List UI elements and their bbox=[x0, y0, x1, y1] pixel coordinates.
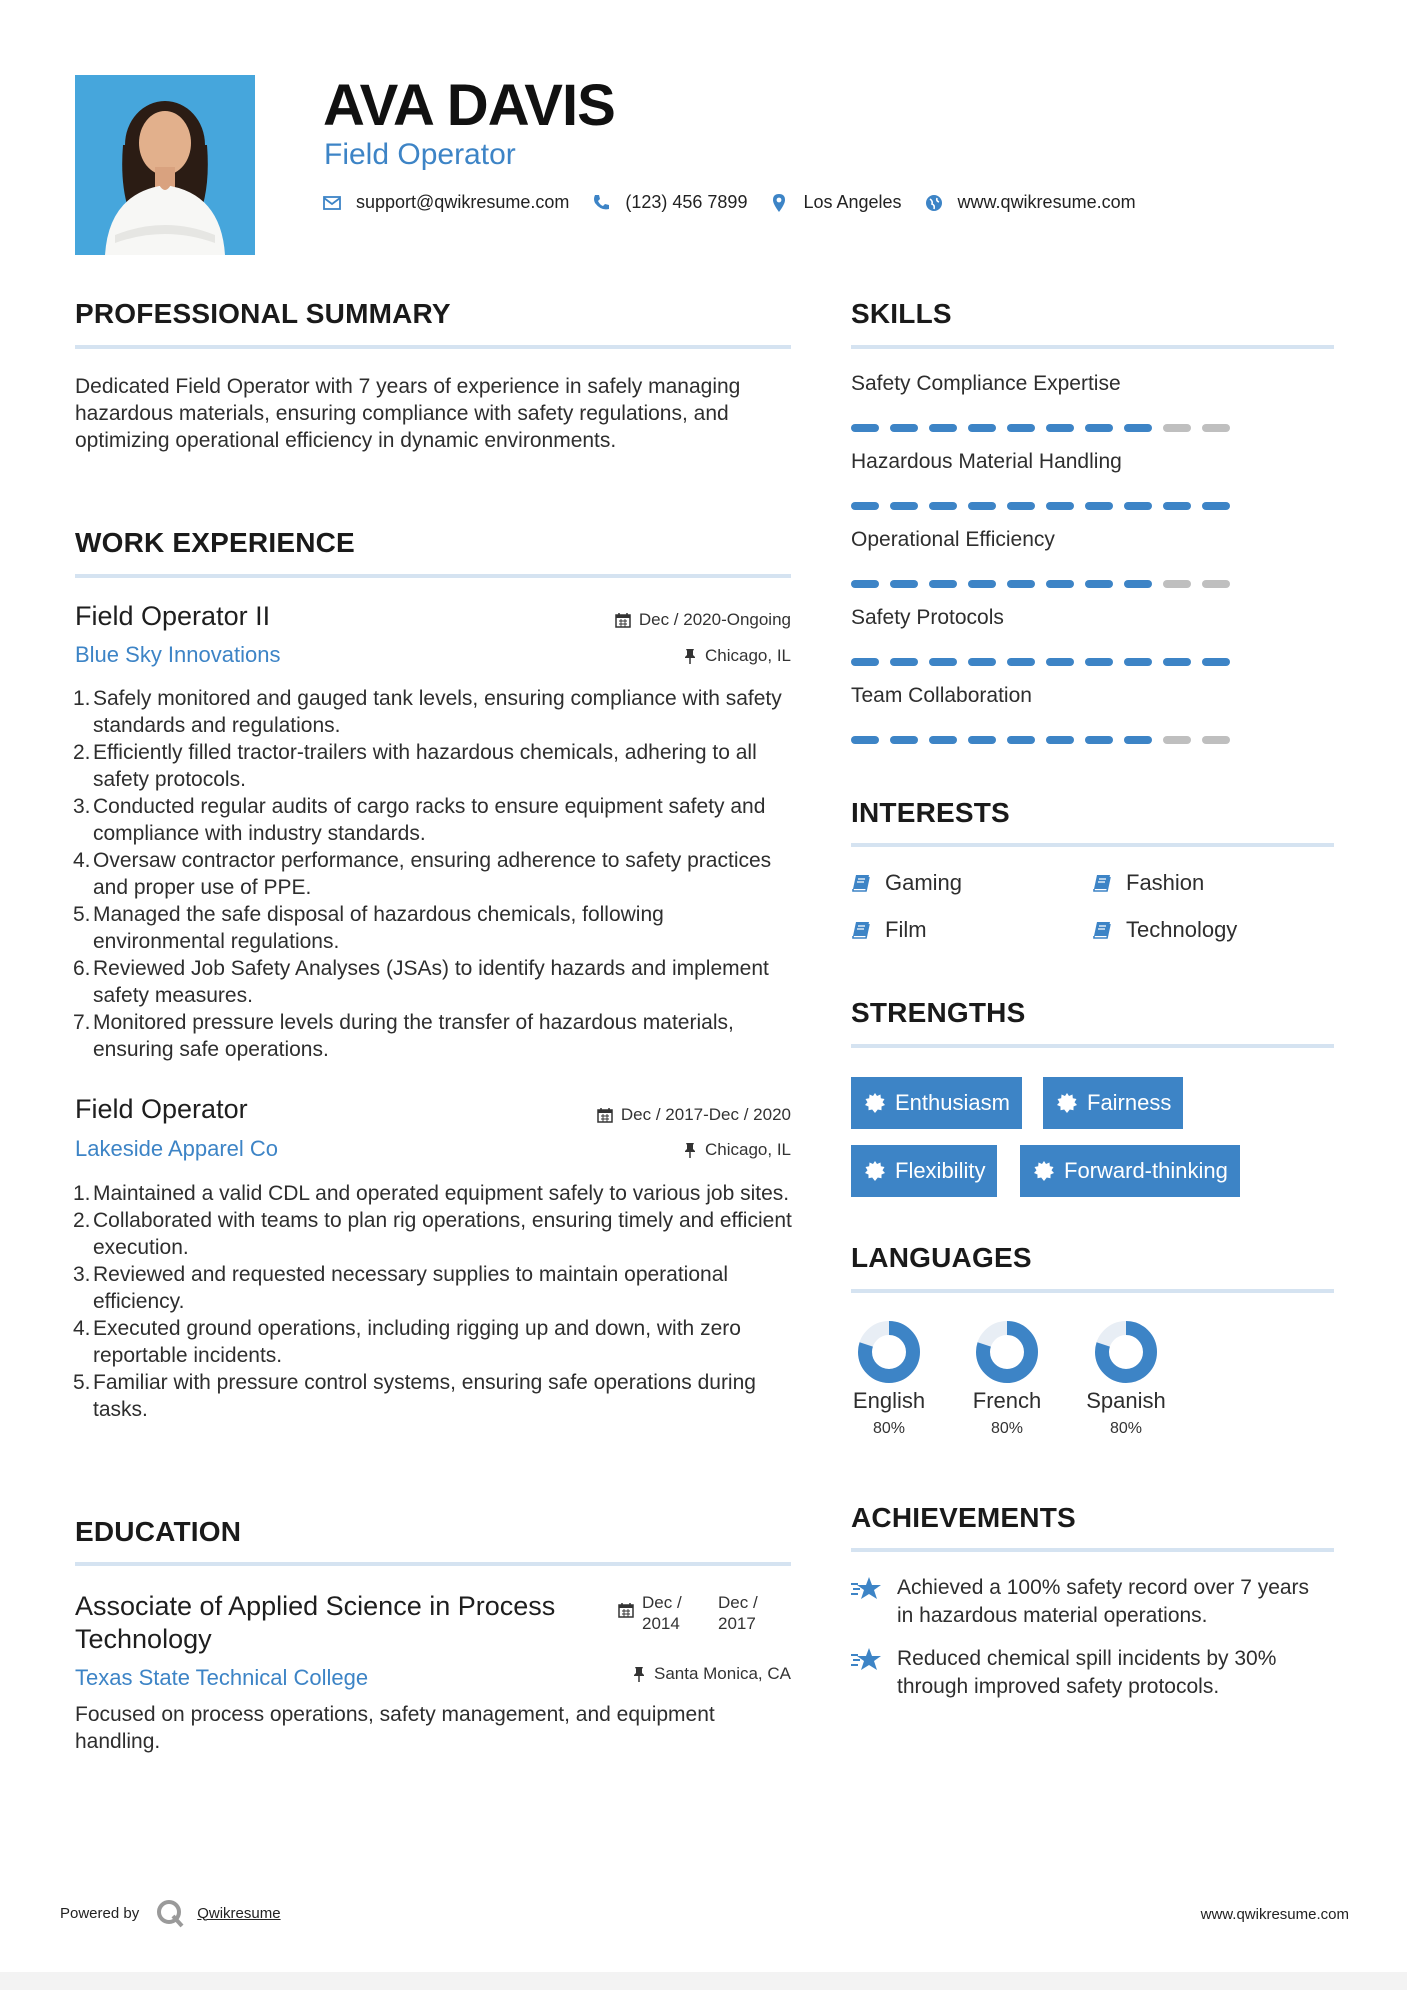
email-text: support@qwikresume.com bbox=[356, 192, 570, 212]
skill-level-bar bbox=[851, 736, 1241, 744]
strengths-divider bbox=[851, 1044, 1334, 1048]
skill-level-segment bbox=[1163, 424, 1191, 432]
bullet-text: Safely monitored and gauged tank levels, ensuring compliance with safety standards and regulations. bbox=[93, 687, 782, 737]
bullet-text: Oversaw contractor performance, ensuring adherence to safety practices and proper use of PPE. bbox=[93, 849, 772, 899]
list-item: 5. Managed the safe disposal of hazardous chemicals, following environmental regulations. bbox=[73, 903, 664, 953]
list-item: 3. Reviewed and requested necessary supplies to maintain operational efficiency. bbox=[73, 1263, 729, 1313]
education-start: Dec / 2014 bbox=[642, 1593, 682, 1633]
skills-heading: SKILLS bbox=[851, 298, 952, 329]
skill-level-segment bbox=[929, 580, 957, 588]
achievement-item bbox=[851, 1645, 1331, 1701]
skill-level-segment bbox=[851, 580, 879, 588]
skill-label: Safety Compliance Expertise bbox=[851, 372, 1121, 395]
job-dates bbox=[615, 610, 791, 630]
job-location bbox=[683, 646, 791, 666]
skill-level-segment bbox=[1007, 424, 1035, 432]
job-dates-text: Dec / 2017-Dec / 2020 bbox=[620, 1105, 791, 1124]
list-item: 4. Oversaw contractor performance, ensuring adherence to safety practices and proper use of PPE. bbox=[73, 849, 772, 899]
skill-level-segment bbox=[1046, 424, 1074, 432]
list-item: 5. Familiar with pressure control systems, ensuring safe operations during tasks. bbox=[73, 1371, 756, 1421]
education-divider bbox=[75, 1562, 791, 1566]
bullet-text: Efficiently filled tractor-trailers with hazardous chemicals, adhering to all safety protocols. bbox=[93, 741, 757, 791]
interest-item bbox=[1092, 917, 1237, 943]
skill-level-segment bbox=[851, 736, 879, 744]
skill-level-segment bbox=[851, 658, 879, 666]
bullet-text: Reviewed and requested necessary supplies to maintain operational efficiency. bbox=[93, 1263, 729, 1313]
language-progress-ring bbox=[975, 1320, 1039, 1384]
job-title: Field Operator bbox=[75, 1094, 248, 1124]
interest-label: Fashion bbox=[1126, 870, 1205, 895]
list-item: 7. Monitored pressure levels during the transfer of hazardous materials, ensuring safe operations. bbox=[73, 1011, 734, 1061]
candidate-role: Field Operator bbox=[324, 138, 516, 171]
skill-level-segment bbox=[890, 658, 918, 666]
bullet-text: Conducted regular audits of cargo racks to ensure equipment safety and compliance with industry standards. bbox=[93, 795, 766, 845]
powered-by-label: Powered by bbox=[60, 1904, 140, 1922]
skill-level-segment bbox=[1124, 502, 1152, 510]
skill-level-segment bbox=[929, 424, 957, 432]
job-dates-text: Dec / 2020-Ongoing bbox=[638, 610, 791, 629]
list-item: 4. Executed ground operations, including rigging up and down, with zero reportable incidents. bbox=[73, 1317, 741, 1367]
skill-level-segment bbox=[929, 502, 957, 510]
interest-item bbox=[851, 917, 927, 943]
education-end: Dec / 2017 bbox=[718, 1593, 758, 1633]
footer-branding bbox=[60, 1898, 281, 1928]
star-icon bbox=[851, 1647, 883, 1673]
experience-heading: WORK EXPERIENCE bbox=[75, 527, 355, 558]
job-bullets bbox=[75, 1180, 795, 1423]
book-icon bbox=[851, 873, 871, 893]
achievement-item bbox=[851, 1574, 1331, 1630]
strength-label: Flexibility bbox=[895, 1158, 986, 1183]
qwikresume-logo-icon bbox=[155, 1898, 185, 1928]
skill-level-segment bbox=[929, 658, 957, 666]
skill-level-segment bbox=[968, 424, 996, 432]
education-location bbox=[632, 1664, 791, 1684]
strength-label: Forward-thinking bbox=[1064, 1158, 1228, 1183]
language-percent: 80% bbox=[872, 1420, 906, 1437]
degree-title: Associate of Applied Science in Process Technology bbox=[75, 1591, 556, 1654]
job-location-text: Chicago, IL bbox=[705, 1140, 791, 1159]
book-icon bbox=[1092, 873, 1112, 893]
skill-label: Safety Protocols bbox=[851, 606, 1004, 629]
skill-level-segment bbox=[1163, 502, 1191, 510]
skill-level-segment bbox=[851, 424, 879, 432]
strength-label: Fairness bbox=[1087, 1090, 1172, 1115]
language-item bbox=[947, 1320, 1067, 1438]
skill-level-bar bbox=[851, 502, 1241, 510]
pushpin-icon bbox=[683, 1142, 697, 1158]
skill-label: Operational Efficiency bbox=[851, 528, 1055, 551]
footer-website[interactable]: www.qwikresume.com bbox=[1200, 1906, 1349, 1923]
achievement-text: Achieved a 100% safety record over 7 years in hazardous material operations. bbox=[897, 1576, 1310, 1627]
bullet-text: Monitored pressure levels during the transfer of hazardous materials, ensuring safe operations. bbox=[93, 1011, 734, 1061]
skill-level-bar bbox=[851, 658, 1241, 666]
calendar-icon bbox=[597, 1107, 613, 1123]
job-dates bbox=[597, 1105, 791, 1125]
skill-level-segment bbox=[1085, 658, 1113, 666]
phone-icon bbox=[591, 193, 611, 213]
language-name: French bbox=[972, 1388, 1042, 1413]
summary-divider bbox=[75, 345, 791, 349]
skill-level-segment bbox=[1124, 580, 1152, 588]
interest-label: Gaming bbox=[885, 870, 963, 895]
job-location-text: Chicago, IL bbox=[705, 646, 791, 665]
bullet-text: Collaborated with teams to plan rig operations, ensuring timely and efficient execution. bbox=[93, 1209, 792, 1259]
list-item: 2. Collaborated with teams to plan rig operations, ensuring timely and efficient execution. bbox=[73, 1209, 792, 1259]
job-location bbox=[683, 1140, 791, 1160]
bullet-text: Maintained a valid CDL and operated equipment safely to various job sites. bbox=[93, 1182, 790, 1205]
skills-divider bbox=[851, 345, 1334, 349]
phone-text: (123) 456 7899 bbox=[625, 192, 748, 212]
strengths-heading: STRENGTHS bbox=[851, 997, 1026, 1028]
badge-icon bbox=[1057, 1093, 1077, 1113]
interests-heading: INTERESTS bbox=[851, 797, 1010, 828]
language-name: Spanish bbox=[1086, 1388, 1166, 1413]
skill-level-segment bbox=[1163, 580, 1191, 588]
candidate-name: AVA DAVIS bbox=[323, 73, 615, 138]
strength-tag bbox=[1020, 1145, 1240, 1197]
achievements-heading: ACHIEVEMENTS bbox=[851, 1502, 1076, 1533]
star-icon bbox=[851, 1576, 883, 1602]
education-heading: EDUCATION bbox=[75, 1516, 242, 1547]
website-text: www.qwikresume.com bbox=[957, 192, 1136, 212]
bullet-text: Familiar with pressure control systems, ensuring safe operations during tasks. bbox=[93, 1371, 756, 1421]
job-bullets bbox=[75, 685, 795, 1063]
contact-bar bbox=[322, 192, 1158, 213]
strength-tag bbox=[851, 1077, 1022, 1129]
skill-level-segment bbox=[929, 736, 957, 744]
interest-label: Film bbox=[885, 917, 927, 942]
achievements-divider bbox=[851, 1548, 1334, 1552]
languages-divider bbox=[851, 1289, 1334, 1293]
education-location-text: Santa Monica, CA bbox=[653, 1664, 791, 1683]
interests-divider bbox=[851, 843, 1334, 847]
location-text: Los Angeles bbox=[803, 192, 902, 212]
list-item: 6. Reviewed Job Safety Analyses (JSAs) to identify hazards and implement safety measures. bbox=[73, 957, 769, 1007]
contact-website[interactable] bbox=[924, 192, 1136, 213]
job-company: Lakeside Apparel Co bbox=[75, 1136, 279, 1161]
skill-level-segment bbox=[1202, 736, 1230, 744]
language-percent: 80% bbox=[990, 1420, 1024, 1437]
skill-level-segment bbox=[968, 736, 996, 744]
job-title: Field Operator II bbox=[75, 601, 271, 631]
skill-level-segment bbox=[1124, 658, 1152, 666]
pushpin-icon bbox=[683, 648, 697, 664]
skill-level-segment bbox=[1202, 424, 1230, 432]
experience-divider bbox=[75, 574, 791, 578]
skill-level-segment bbox=[851, 502, 879, 510]
skill-level-segment bbox=[1085, 736, 1113, 744]
skill-level-segment bbox=[1046, 736, 1074, 744]
summary-text: Dedicated Field Operator with 7 years of experience in safely managing hazardous materials, ensuring compliance with safety regulations, and optimizing operational efficiency in dynamic environments. bbox=[75, 375, 741, 452]
contact-location bbox=[769, 192, 901, 213]
skill-level-segment bbox=[1046, 658, 1074, 666]
skill-level-segment bbox=[1007, 736, 1035, 744]
skill-level-segment bbox=[1202, 502, 1230, 510]
skill-level-segment bbox=[1046, 580, 1074, 588]
education-dates bbox=[618, 1592, 776, 1634]
language-progress-ring bbox=[857, 1320, 921, 1384]
skill-level-segment bbox=[1085, 502, 1113, 510]
profile-photo bbox=[75, 75, 255, 255]
book-icon bbox=[851, 920, 871, 940]
calendar-icon bbox=[618, 1602, 634, 1618]
envelope-icon bbox=[322, 193, 342, 213]
skill-level-segment bbox=[1202, 658, 1230, 666]
skill-level-segment bbox=[1124, 424, 1152, 432]
languages-heading: LANGUAGES bbox=[851, 1242, 1032, 1273]
achievement-text: Reduced chemical spill incidents by 30% through improved safety protocols. bbox=[897, 1647, 1277, 1698]
contact-phone[interactable] bbox=[591, 192, 747, 213]
pushpin-icon bbox=[632, 1666, 646, 1682]
skill-level-segment bbox=[1202, 580, 1230, 588]
list-item: 1. Maintained a valid CDL and operated equipment safely to various job sites. bbox=[73, 1182, 790, 1205]
globe-icon bbox=[924, 193, 944, 213]
strength-label: Enthusiasm bbox=[895, 1090, 1010, 1115]
skill-label: Hazardous Material Handling bbox=[851, 450, 1122, 473]
badge-icon bbox=[865, 1161, 885, 1181]
skill-level-segment bbox=[890, 424, 918, 432]
skill-level-bar bbox=[851, 424, 1241, 432]
language-percent: 80% bbox=[1109, 1420, 1143, 1437]
calendar-icon bbox=[615, 612, 631, 628]
list-item: 3. Conducted regular audits of cargo racks to ensure equipment safety and compliance with industry standards. bbox=[73, 795, 766, 845]
skill-level-segment bbox=[1163, 736, 1191, 744]
skill-level-segment bbox=[968, 580, 996, 588]
contact-email[interactable] bbox=[322, 192, 569, 213]
badge-icon bbox=[865, 1093, 885, 1113]
skill-level-segment bbox=[1046, 502, 1074, 510]
skill-level-segment bbox=[968, 502, 996, 510]
badge-icon bbox=[1034, 1161, 1054, 1181]
skill-level-segment bbox=[1007, 580, 1035, 588]
summary-heading: PROFESSIONAL SUMMARY bbox=[75, 298, 451, 329]
skill-level-segment bbox=[1007, 502, 1035, 510]
interest-item bbox=[1092, 870, 1204, 896]
skill-level-bar bbox=[851, 580, 1241, 588]
skill-level-segment bbox=[1163, 658, 1191, 666]
map-pin-icon bbox=[769, 193, 789, 213]
book-icon bbox=[1092, 920, 1112, 940]
bullet-text: Managed the safe disposal of hazardous chemicals, following environmental regulations. bbox=[93, 903, 664, 953]
bullet-text: Executed ground operations, including rigging up and down, with zero reportable incidents. bbox=[93, 1317, 741, 1367]
brand-link[interactable]: Qwikresume bbox=[197, 1904, 281, 1922]
interest-item bbox=[851, 870, 962, 896]
education-description: Focused on process operations, safety management, and equipment handling. bbox=[75, 1703, 715, 1753]
skill-level-segment bbox=[968, 658, 996, 666]
skill-level-segment bbox=[1124, 736, 1152, 744]
skill-level-segment bbox=[1007, 658, 1035, 666]
language-item bbox=[829, 1320, 949, 1438]
language-progress-ring bbox=[1094, 1320, 1158, 1384]
language-item bbox=[1066, 1320, 1186, 1438]
skill-label: Team Collaboration bbox=[851, 684, 1032, 707]
interest-label: Technology bbox=[1126, 917, 1238, 942]
job-company: Blue Sky Innovations bbox=[75, 642, 281, 667]
list-item: 2. Efficiently filled tractor-trailers with hazardous chemicals, adhering to all safety protocols. bbox=[73, 741, 757, 791]
skill-level-segment bbox=[890, 736, 918, 744]
bottom-band bbox=[0, 1972, 1407, 1990]
skill-level-segment bbox=[1085, 580, 1113, 588]
language-name: English bbox=[852, 1388, 926, 1413]
skill-level-segment bbox=[890, 580, 918, 588]
strength-tag bbox=[1043, 1077, 1183, 1129]
list-item: 1. Safely monitored and gauged tank levels, ensuring compliance with safety standards and regulations. bbox=[73, 687, 782, 737]
skill-level-segment bbox=[890, 502, 918, 510]
strength-tag bbox=[851, 1145, 997, 1197]
school-name: Texas State Technical College bbox=[75, 1665, 369, 1690]
skill-level-segment bbox=[1085, 424, 1113, 432]
bullet-text: Reviewed Job Safety Analyses (JSAs) to identify hazards and implement safety measures. bbox=[93, 957, 769, 1007]
